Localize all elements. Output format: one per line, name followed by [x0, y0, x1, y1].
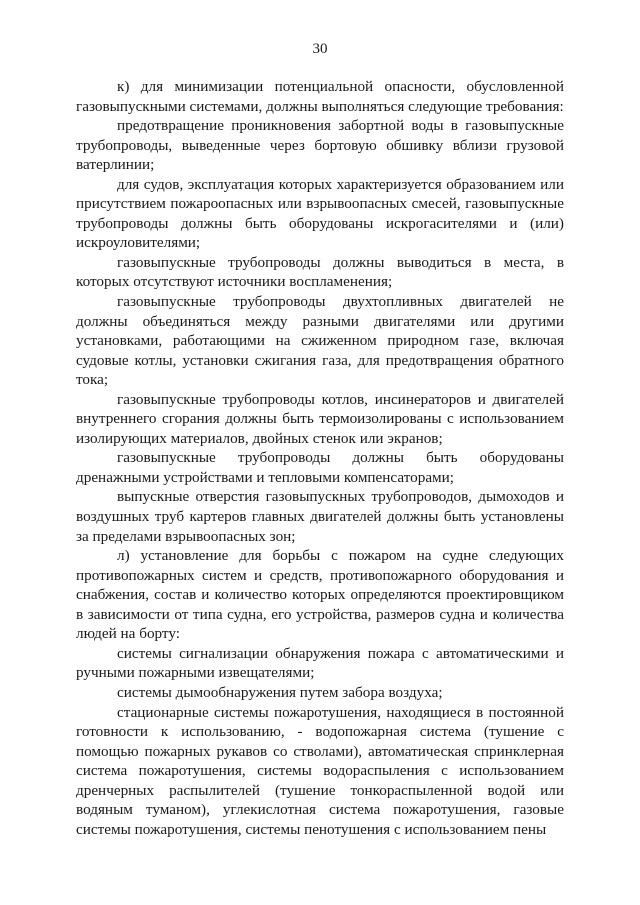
- paragraph-insulation: газовыпускные трубопроводы котлов, инсинераторов и двигателей внутреннего сгорания должны быть термоизолированы с использованием изолирующих материалов, двойных стенок или экранов;: [76, 390, 564, 447]
- paragraph-dual-fuel: газовыпускные трубопроводы двухтопливных двигателей не должны объединяться между разными двигателями или другими установками, работающими на сжиженном природном газе, включая судовые котлы, установки сжигания газа, для предотвращения обратного тока;: [76, 293, 564, 389]
- paragraph-fixed-systems: стационарные системы пожаротушения, находящиеся в постоянной готовности к использованию, - водопожарная система (тушение с помощью пожарных рукавов со стволами), автоматическая спринклерная система пожаротушения, системы водораспыления с использованием дренчерных распылителей (тушение тонкораспыленной водой или водяным туманом), углекислотная система пожаротушения, газовые системы пожаротушения, системы пенотушения с использованием пены: [76, 703, 564, 838]
- document-body: [76, 77, 564, 839]
- paragraph-ignition-sources: газовыпускные трубопроводы должны выводиться в места, в которых отсутствуют источники воспламенения;: [76, 253, 564, 291]
- paragraph-outlets: выпускные отверстия газовыпускных трубопроводов, дымоходов и воздушных труб картеров главных двигателей должны быть установлены за пределами взрывоопасных зон;: [76, 488, 564, 545]
- paragraph-spark-arresters: для судов, эксплуатация которых характеризуется образованием или присутствием пожароопасных или взрывоопасных смесей, газовыпускные трубопроводы должны быть оборудованы искрогасителями и (или) искроуловителями;: [76, 175, 564, 252]
- paragraph-k-intro: к) для минимизации потенциальной опасности, обусловленной газовыпускными системами, должны выполняться следующие требования:: [76, 78, 564, 115]
- paragraph-drainage: газовыпускные трубопроводы должны быть оборудованы дренажными устройствами и тепловыми компенсаторами;: [76, 449, 564, 486]
- paragraph-l-intro: л) установление для борьбы с пожаром на судне следующих противопожарных систем и средств, противопожарного оборудования и снабжения, состав и количество которых определяются проектировщиком в зависимости от типа судна, его устройства, размеров судна и количества людей на борту:: [76, 547, 564, 643]
- paragraph-fire-detection: системы сигнализации обнаружения пожара с автоматическими и ручными пожарными извещателями;: [76, 644, 564, 682]
- paragraph-seawater: предотвращение проникновения забортной воды в газовыпускные трубопроводы, выведенные через бортовую обшивку вблизи грузовой ватерлинии;: [76, 117, 564, 174]
- page-number: 30: [312, 41, 328, 57]
- paragraph-smoke-detection: системы дымообнаружения путем забора воздуха;: [117, 683, 443, 701]
